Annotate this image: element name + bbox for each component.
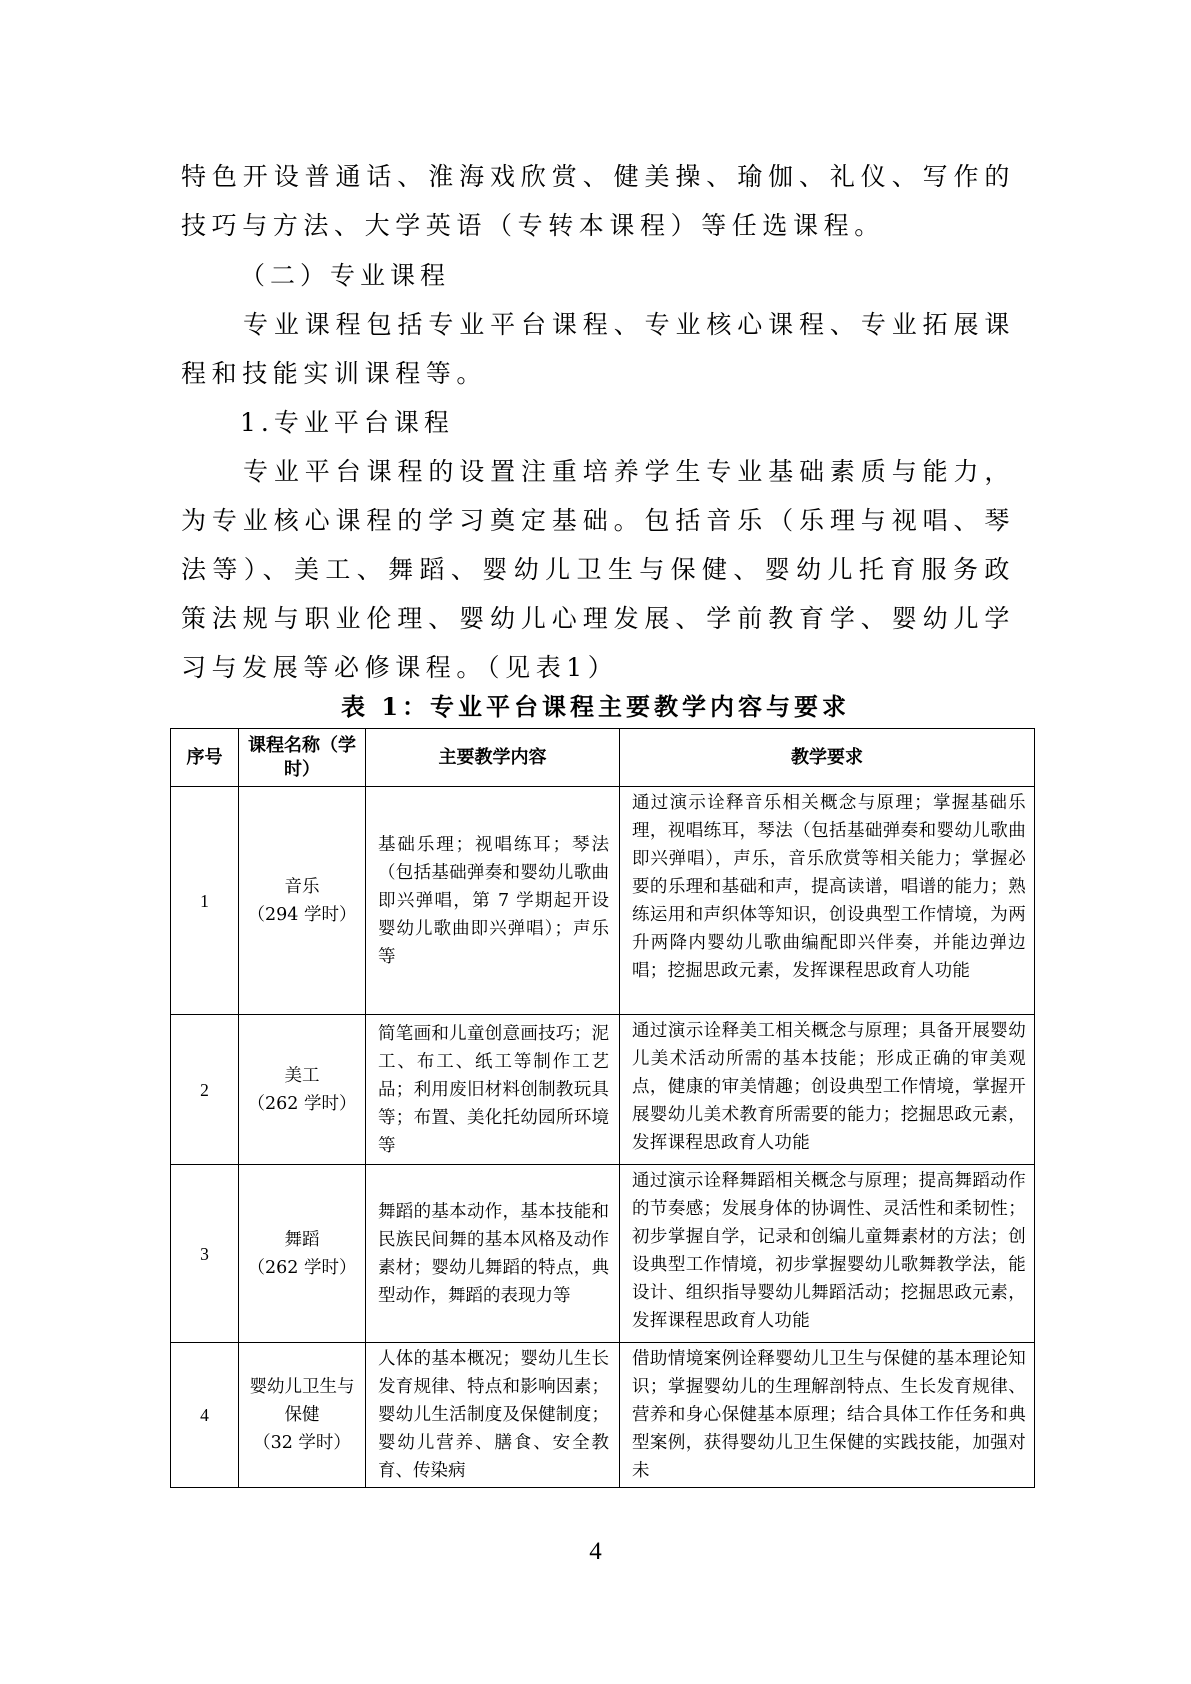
cell-no: 3 [171,1165,239,1343]
table-caption: 表 1：专业平台课程主要教学内容与要求 [340,692,851,721]
cell-content: 基础乐理；视唱练耳；琴法（包括基础弹奏和婴幼儿歌曲即兴弹唱，第 7 学期起开设婴幼儿歌曲即兴弹唱）；声乐等 [366,787,620,1015]
paragraph-platform-courses: 专业平台课程的设置注重培养学生专业基础素质与能力，为专业核心课程的学习奠定基础。包括音乐（乐理与视唱、琴法等）、美工、舞蹈、婴幼儿卫生与保健、婴幼儿托育服务政策法规与职业伦理、婴幼儿心理发展、学前教育学、婴幼儿学习与发展等必修课程。（见表1） [181,457,1015,682]
table-header-row [171,729,1035,787]
paragraph-professional-courses: 专业课程包括专业平台课程、专业核心课程、专业拓展课程和技能实训课程等。 [181,310,1015,388]
cell-requirements: 借助情境案例诠释婴幼儿卫生与保健的基本理论知识；掌握婴幼儿的生理解剖特点、生长发育规律、营养和身心保健基本原理；结合具体工作任务和典型案例，获得婴幼儿卫生保健的实践技能，加强对未 [620,1343,1035,1488]
course-hours: （262 学时） [247,1257,357,1278]
page-number: 4 [589,1538,602,1565]
cell-requirements: 通过演示诠释音乐相关概念与原理；掌握基础乐理，视唱练耳，琴法（包括基础弹奏和婴幼儿歌曲即兴弹唱），声乐，音乐欣赏等相关能力；掌握必要的乐理和基础和声，提高读谱，唱谱的能力；熟练运用和声织体等知识，创设典型工作情境，为两升两降内婴幼儿歌曲编配即兴伴奏，并能边弹边唱；挖掘思政元素，发挥课程思政育人功能 [620,787,1035,1015]
cell-course-name [239,1165,366,1343]
table-row [171,787,1035,1015]
course-title: 婴幼儿卫生与保健 [249,1377,355,1425]
header-course-name: 课程名称（学时） [239,729,366,787]
section-heading-professional-courses: （二）专业课程 [240,261,451,290]
cell-content: 简笔画和儿童创意画技巧；泥工、布工、纸工等制作工艺品；利用废旧材料创制教玩具等；布置、美化托幼园所环境等 [366,1015,620,1165]
course-title: 舞蹈 [284,1229,320,1250]
cell-no: 4 [171,1343,239,1488]
cell-requirements: 通过演示诠释美工相关概念与原理；具备开展婴幼儿美术活动所需的基本技能；形成正确的审美观点，健康的审美情趣；创设典型工作情境，掌握开展婴幼儿美术教育所需要的能力；挖掘思政元素，发挥课程思政育人功能 [620,1015,1035,1165]
table-row [171,1343,1035,1488]
cell-course-name [239,1015,366,1165]
course-title: 音乐 [284,876,320,897]
course-title: 美工 [284,1065,320,1086]
cell-no: 1 [171,787,239,1015]
header-content: 主要教学内容 [366,729,620,787]
header-requirements: 教学要求 [620,729,1035,787]
paragraph-electives: 特色开设普通话、淮海戏欣赏、健美操、瑜伽、礼仪、写作的技巧与方法、大学英语（专转本课程）等任选课程。 [181,162,1015,240]
cell-course-name [239,787,366,1015]
course-table [170,728,1035,1488]
course-hours: （32 学时） [253,1433,351,1453]
table-row [171,1015,1035,1165]
cell-requirements: 通过演示诠释舞蹈相关概念与原理；提高舞蹈动作的节奏感；发展身体的协调性、灵活性和柔韧性；初步掌握自学，记录和创编儿童舞素材的方法；创设典型工作情境，初步掌握婴幼儿歌舞教学法，能设计、组织指导婴幼儿舞蹈活动；挖掘思政元素，发挥课程思政育人功能 [620,1165,1035,1343]
course-hours: （294 学时） [247,904,357,925]
cell-content: 人体的基本概况；婴幼儿生长发育规律、特点和影响因素；婴幼儿生活制度及保健制度；婴幼儿营养、膳食、安全教育、传染病 [366,1343,620,1488]
course-hours: （262 学时） [247,1093,357,1114]
header-no: 序号 [171,729,239,787]
subsection-heading-platform-courses: 1.专业平台课程 [240,408,454,437]
cell-content: 舞蹈的基本动作，基本技能和民族民间舞的基本风格及动作素材；婴幼儿舞蹈的特点，典型动作，舞蹈的表现力等 [366,1165,620,1343]
table-row [171,1165,1035,1343]
cell-course-name [239,1343,366,1488]
cell-no: 2 [171,1015,239,1165]
